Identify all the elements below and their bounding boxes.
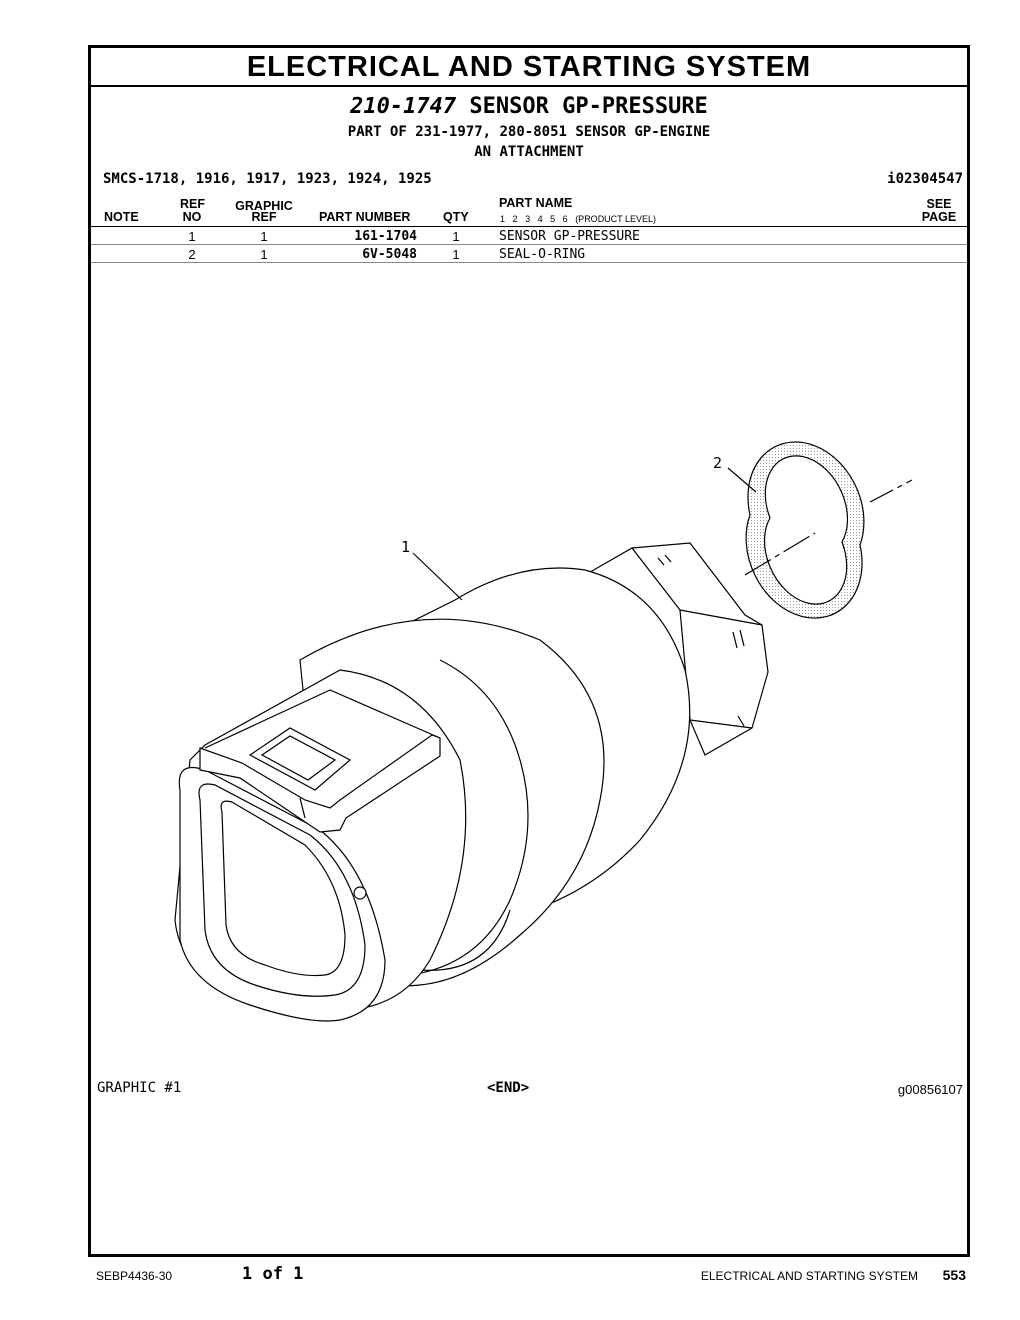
callout-1: 1: [401, 538, 411, 556]
ref-no: 2: [188, 247, 196, 262]
footer-page-count: 1 of 1: [242, 1264, 304, 1284]
page-frame: [88, 45, 970, 1257]
attachment-line: AN ATTACHMENT: [474, 144, 584, 160]
section-title: ELECTRICAL AND STARTING SYSTEM: [246, 51, 812, 83]
footer-section: ELECTRICAL AND STARTING SYSTEM: [700, 1269, 918, 1283]
header-rule: [91, 226, 967, 227]
end-label: <END>: [487, 1080, 530, 1096]
footer-document-number: SEBP4436-30: [96, 1269, 173, 1283]
group-title: [91, 94, 967, 119]
header-ref-bottom: NO: [182, 210, 202, 224]
row-divider: [91, 244, 967, 245]
header-graphic-bottom: REF: [251, 210, 277, 224]
graphic-id: g00856107: [897, 1082, 963, 1097]
qty: 1: [452, 229, 460, 244]
group-name: SENSOR GP-PRESSURE: [469, 94, 708, 119]
graphic-ref: 1: [260, 247, 268, 262]
header-see-top: SEE: [926, 197, 952, 211]
callout-2: 2: [713, 454, 723, 472]
part-number[interactable]: 161-1704: [354, 229, 417, 244]
row-divider: [91, 262, 967, 263]
product-levels: 1 2 3 4 5 6 (PRODUCT LEVEL): [500, 214, 657, 224]
header-part-number: PART NUMBER: [319, 210, 411, 224]
smcs-codes: SMCS-1718, 1916, 1917, 1923, 1924, 1925: [103, 171, 432, 187]
group-part-number[interactable]: 210-1747: [350, 94, 457, 119]
part-of-line: PART OF 231-1977, 280-8051 SENSOR GP-ENGINE: [347, 124, 711, 140]
graphic-label: GRAPHIC #1: [97, 1080, 182, 1096]
header-graphic-top: GRAPHIC: [235, 199, 293, 213]
graphic-ref: 1: [260, 229, 268, 244]
header-qty: QTY: [443, 210, 469, 224]
qty: 1: [452, 247, 460, 262]
footer-page-number: 553: [942, 1267, 966, 1283]
part-number[interactable]: 6V-5048: [362, 247, 417, 262]
ref-no: 1: [188, 229, 196, 244]
header-note: NOTE: [104, 210, 139, 224]
header-part-name: PART NAME: [499, 196, 573, 210]
header-see-bottom: PAGE: [921, 210, 957, 224]
section-title-band: [91, 48, 967, 87]
part-name: SEAL-O-RING: [499, 247, 586, 262]
part-name: SENSOR GP-PRESSURE: [499, 229, 640, 244]
header-ref-top: REF: [180, 197, 205, 211]
document-ident: i02304547: [887, 171, 963, 187]
